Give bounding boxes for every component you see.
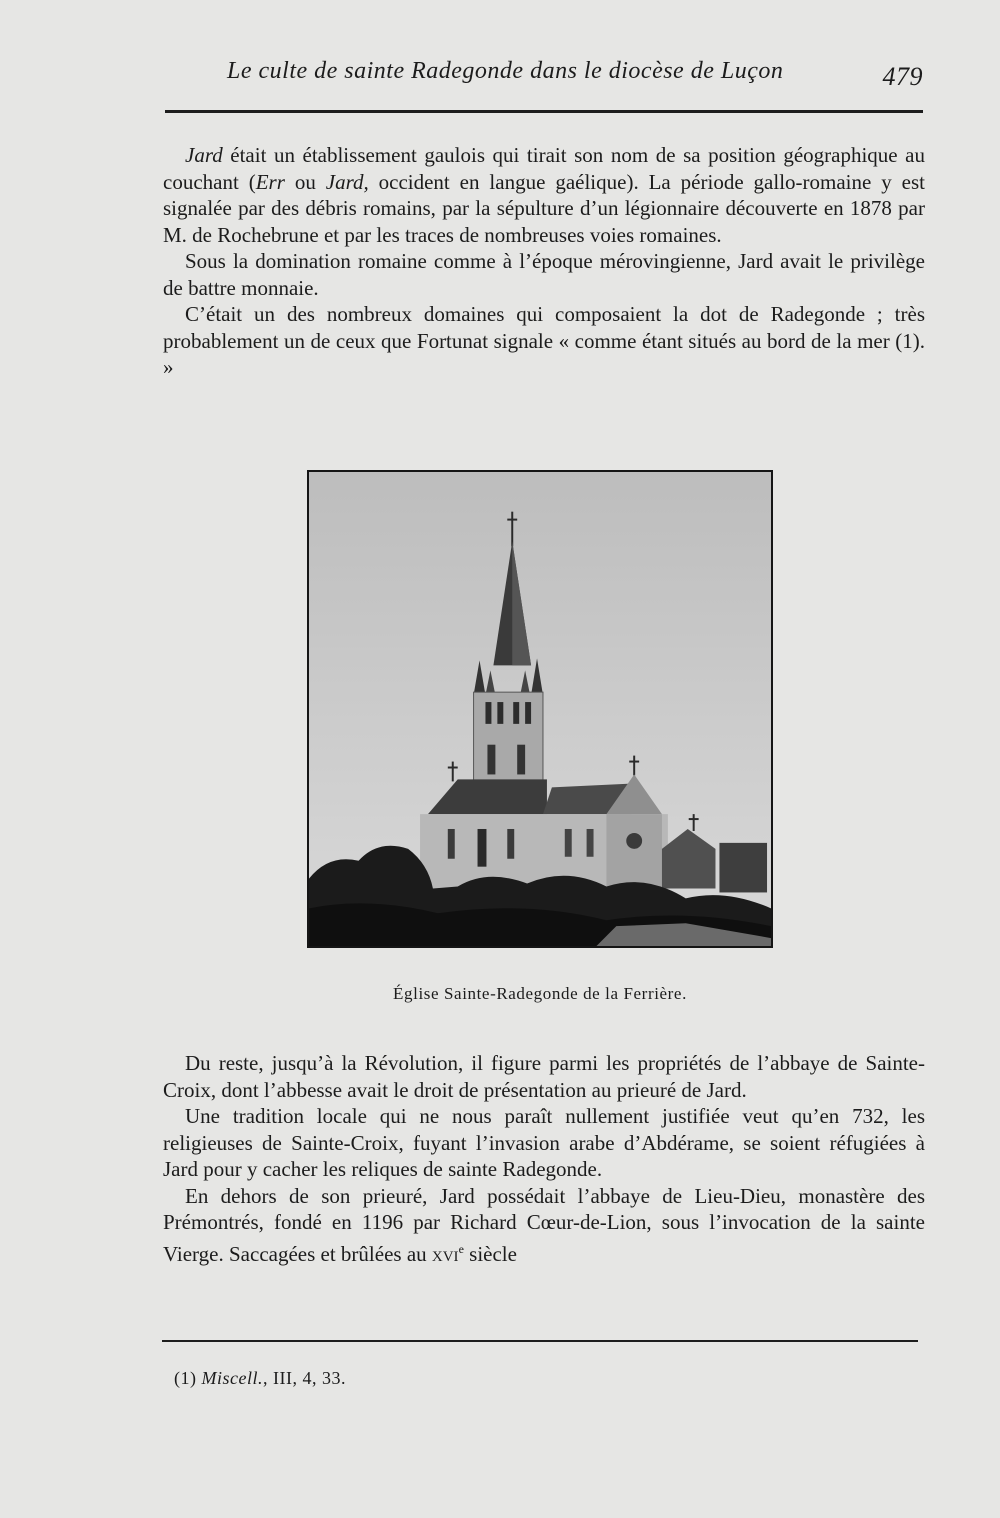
page-number: 479 (882, 62, 923, 91)
body-text-top (163, 142, 925, 381)
footnote-source: Miscell. (201, 1368, 263, 1388)
emph-err: Err (255, 169, 285, 194)
paragraph-roman-mint: Sous la domination romaine comme à l’époque mérovingienne, Jard avait le privilège de battre monnaie. (163, 249, 925, 300)
paragraph-sainte-croix: Du reste, jusqu’à la Révolution, il figure parmi les propriétés de l’abbaye de Sainte-Croix, dont l’abbesse avait le droit de présentation au prieuré de Jard. (163, 1051, 925, 1102)
emph-jard-2: Jard, (325, 169, 369, 194)
figure-caption: Église Sainte-Radegonde de la Ferrière. (393, 984, 687, 1003)
paragraph-tradition: Une tradition locale qui ne nous paraît nullement justifiée veut qu’en 732, les religieuses de Sainte-Croix, fuyant l’invasion arabe d’Abdérame, se soient réfugiées à Jard pour y cacher les reliques de sainte Radegonde. (163, 1104, 925, 1181)
body-text-bottom (163, 1050, 925, 1267)
church-illustration (309, 472, 771, 946)
header-rule (165, 110, 923, 113)
paragraph-dowry: C’était un des nombreux domaines qui composaient la dot de Radegonde ; très probablement un de ceux que Fortunat signale « comme étant situés au bord de la mer (1). » (163, 302, 925, 379)
footnote-rule (162, 1340, 918, 1342)
paragraph-jard-origin: Jard était un établissement gaulois qui tirait son nom de sa position géographique au couchant (Err ou Jard, occident en langue gaélique). La période gallo-romaine y est signalée par des débris romains, par la sépulture d’un légionnaire découverte en 1878 par M. de Rochebrune et par les traces de nombreuses voies romaines. (163, 143, 926, 247)
church-photograph (307, 470, 773, 948)
century-numeral: xvi (431, 1241, 459, 1266)
footnote: (1) Miscell., III, 4, 33. (174, 1368, 346, 1388)
paragraph-lieu-dieu: En dehors de son prieuré, Jard possédait l’abbaye de Lieu-Dieu, monastère des Prémontrés, fondé en 1196 par Richard Cœur-de-Lion, sous l’invocation de la sainte Vierge. Saccagées et brûlées au xvi$^e$ siècle (163, 1183, 925, 1266)
emph-jard: Jard (185, 143, 223, 167)
running-title: Le culte de sainte Radegonde dans le diocèse de Luçon (227, 58, 784, 84)
